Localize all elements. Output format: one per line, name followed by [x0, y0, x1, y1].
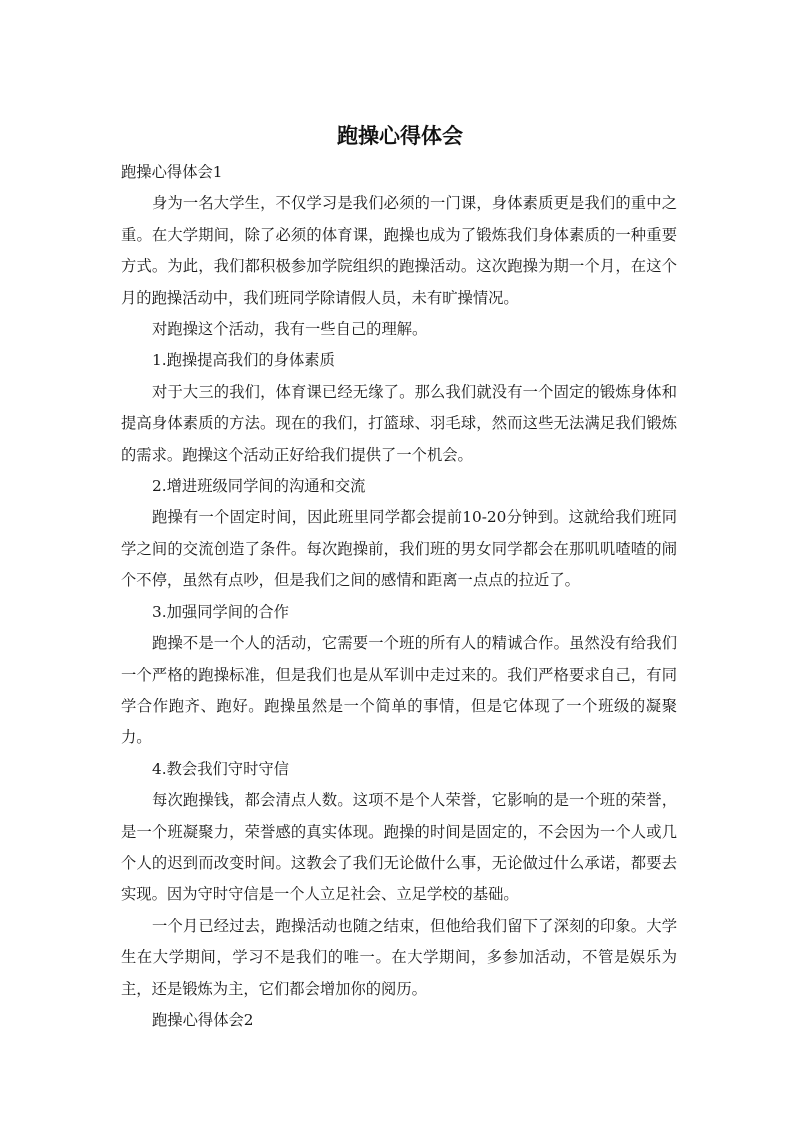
paragraph: 对跑操这个活动，我有一些自己的理解。 [152, 320, 428, 339]
document-body [121, 157, 677, 1036]
list-heading: 1.跑操提高我们的身体素质 [152, 351, 335, 370]
paragraph: 身为一名大学生，不仅学习是我们必须的一门课，身体素质更是我们的重中之重。在大学期间，除了必须的体育课，跑操也成为了锻炼我们身体素质的一种重要方式。为此，我们都积极参加学院组织的跑操活动。这次跑操为期一个月，在这个月的跑操活动中，我们班同学除请假人员，未有旷操情况。 [121, 194, 677, 307]
list-heading: 3.加强同学间的合作 [152, 602, 289, 621]
paragraph: 一个月已经过去，跑操活动也随之结束，但他给我们留下了深刻的印象。大学生在大学期间，学习不是我们的唯一。在大学期间，多参加活动，不管是娱乐为主，还是锻炼为主，它们都会增加你的阅历。 [121, 916, 677, 998]
paragraph: 跑操不是一个人的活动，它需要一个班的所有人的精诚合作。虽然没有给我们一个严格的跑操标准，但是我们也是从军训中走过来的。我们严格要求自己，有同学合作跑齐、跑好。跑操虽然是一个简单的事情，但是它体现了一个班级的凝聚力。 [121, 634, 677, 747]
list-heading: 4.教会我们守时守信 [152, 759, 289, 778]
paragraph: 对于大三的我们，体育课已经无缘了。那么我们就没有一个固定的锻炼身体和提高身体素质的方法。现在的我们，打篮球、羽毛球，然而这些无法满足我们锻炼的需求。跑操这个活动正好给我们提供了一个机会。 [121, 382, 677, 464]
document-title: 跑操心得体会 [337, 124, 463, 148]
paragraph: 每次跑操钱，都会清点人数。这项不是个人荣誉，它影响的是一个班的荣誉，是一个班凝聚力，荣誉感的真实体现。跑操的时间是固定的，不会因为一个人或几个人的迟到而改变时间。这教会了我们无论做什么事，无论做过什么承诺，都要去实现。因为守时守信是一个人立足社会、立足学校的基础。 [121, 791, 677, 904]
list-heading: 2.增进班级同学间的沟通和交流 [152, 477, 366, 496]
section-heading-1: 跑操心得体会1 [121, 163, 223, 181]
paragraph: 跑操有一个固定时间，因此班里同学都会提前10-20分钟到。这就给我们班同学之间的交流创造了条件。每次跑操前，我们班的男女同学都会在那叽叽喳喳的闹个不停，虽然有点吵，但是我们之间的感情和距离一点点的拉近了。 [121, 508, 677, 590]
section-heading-2: 跑操心得体会2 [152, 1010, 254, 1029]
